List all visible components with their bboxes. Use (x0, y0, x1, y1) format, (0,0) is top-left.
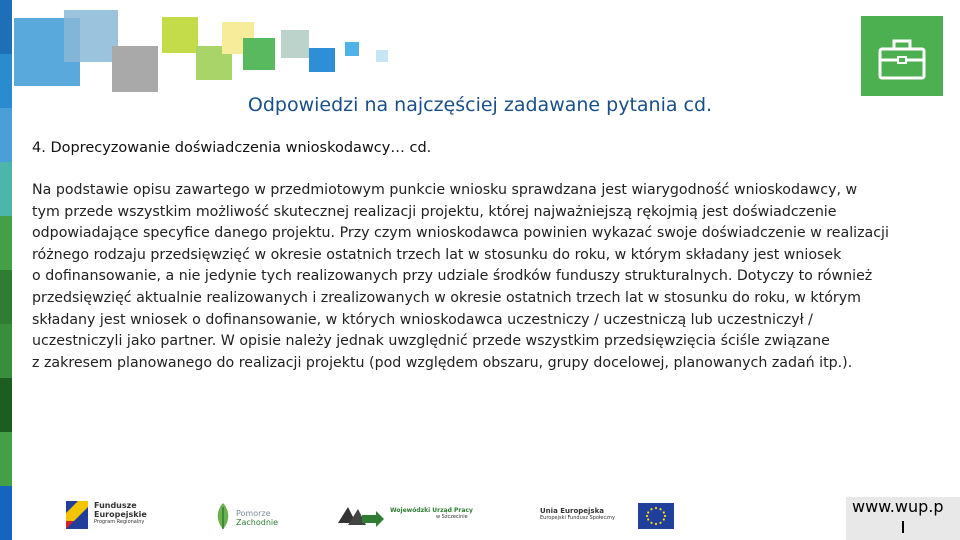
pz-leaf-icon (214, 501, 232, 531)
body-line: różnego rodzaju przedsięwzięć w okresie ostatnich trzech lat w stosunku do roku, w którym składany jest wniosek (32, 246, 842, 263)
pomorze-zachodnie-logo (214, 497, 284, 535)
body-paragraph (32, 180, 924, 374)
body-line: przedsięwzięć aktualnie realizowanych i zrealizowanych w okresie ostatnich trzech lat w stosunku do roku, w którym (32, 289, 861, 306)
eu-flag-icon (638, 503, 674, 529)
wup-logo (336, 497, 482, 535)
briefcase-icon-box (861, 16, 943, 96)
body-line: uczestniczyli jako partner. W opisie należy jednak uwzględnić przede wszystkim przedsięwzięcia ściśle związane (32, 333, 830, 350)
body-line: składany jest wniosek o dofinansowanie, w których wnioskodawca uczestniczy / uczestniczą lub uczestniczył / (32, 311, 813, 328)
briefcase-icon (861, 16, 943, 96)
fundusze-europejskie-logo (64, 497, 164, 535)
page-title: Odpowiedzi na najczęściej zadawane pytania cd. (247, 94, 713, 116)
wup-line-1: Wojewódzki Urząd Pracy (390, 507, 473, 514)
wup-emblem-icon (336, 503, 384, 529)
ue-line-2: Europejski Fundusz Społeczny (540, 515, 615, 521)
website-url[interactable] (846, 497, 960, 540)
url-text: www.wup.p (852, 497, 944, 516)
unia-europejska-logo (540, 497, 676, 535)
section-subtitle: 4. Doprecyzowanie doświadczenia wnioskodawcy… cd. (32, 140, 432, 156)
fe-line-2: Europejskie (94, 510, 147, 519)
pz-line-2: Zachodnie (236, 518, 279, 527)
text-cursor (902, 521, 904, 533)
fe-line-1: Fundusze (94, 501, 137, 510)
body-line: z zakresem planowanego do realizacji projektu (pod względem obszaru, grupy docelowej, planowanych zadań itp.). (32, 354, 853, 371)
fe-line-3: Program Regionalny (94, 519, 145, 525)
wup-line-2: w Szczecinie (436, 514, 468, 520)
body-line: Na podstawie opisu zawartego w przedmiotowym punkcie wniosku sprawdzana jest wiarygodność wnioskodawcy, w (32, 182, 858, 198)
left-color-strip (0, 0, 12, 540)
pz-line-1: Pomorze (236, 509, 271, 518)
ue-line-1: Unia Europejska (540, 507, 604, 515)
body-line: odpowiadające specyfice danego projektu. Przy czym wnioskodawca powinien wykazać swoje doświadczenie w realizacji (32, 225, 889, 242)
fe-emblem-icon (64, 499, 90, 531)
body-line: o dofinansowanie, a nie jedynie tych realizowanych przy udziale środków funduszy strukturalnych. Dotyczy to również (32, 268, 873, 285)
body-line: tym przede wszystkim możliwość skutecznej realizacji projektu, której najważniejszą rękojmią jest doświadczenie (32, 203, 837, 220)
